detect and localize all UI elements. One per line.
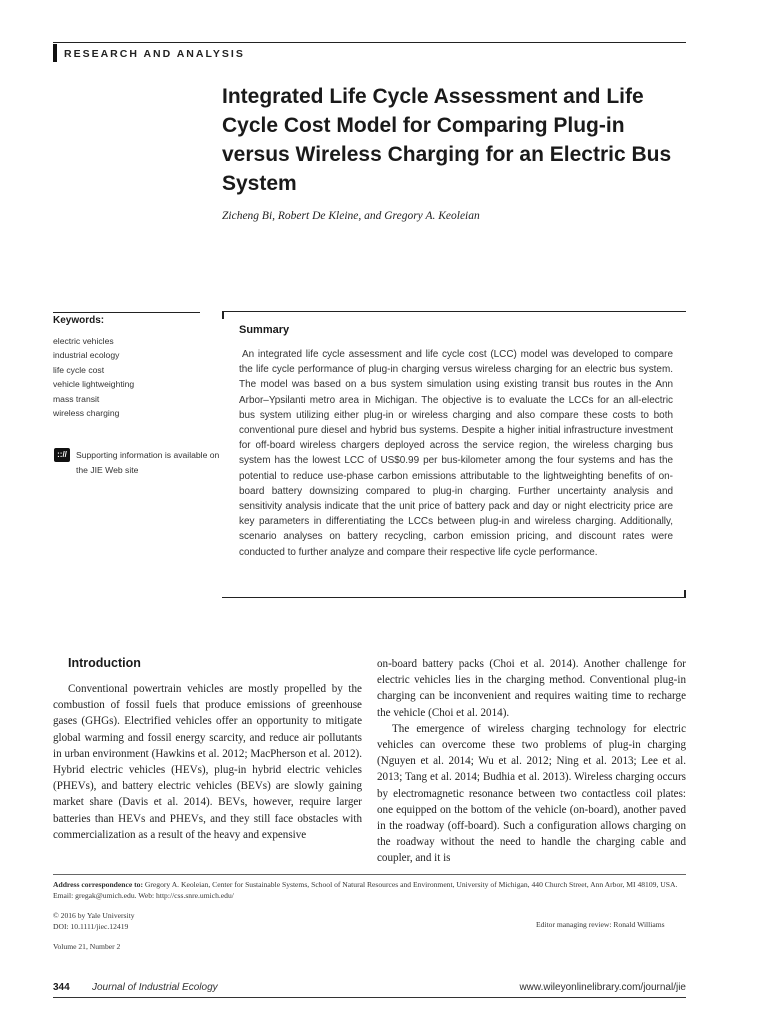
journal-name: Journal of Industrial Ecology [92,982,218,993]
volume-info: Volume 21, Number 2 [53,942,121,951]
supporting-info-text: Supporting information is available on the JIE Web site [76,450,220,475]
header-marker [53,44,57,62]
summary-box-corner [222,311,224,319]
keyword-item: mass transit [53,393,100,404]
intro-paragraph: The emergence of wireless charging technology for electric vehicles can overcome these two problems of plug-in charging (Nguyen et al. 2014; Wu et al. 2012; Ning et al. 2013; Lee et al. 2013; Tang et al. 2014; Budhia et al. 2013). Wireless charging occurs by electromagnetic resonance between two contactless coil plates: one equipped on the bottom of the vehicle (on-board), another paved in the roadway (off-board). Such a configuration allows charging on the roadway without the need to handle the charging cable and coupler, and it is [377,722,686,865]
keywords-list [53,334,134,420]
address-text: Gregory A. Keoleian, Center for Sustainable Systems, School of Natural Resources and Environment, University of Michigan, 440 Church Street, Ann Arbor, MI 48109, USA. Email: gregak@umich.edu. Web: http://css.snre.umich.edu/ [53,880,678,900]
intro-paragraph: on-board battery packs (Choi et al. 2014). Another challenge for electric vehicles lies in the charging method. Conventional plug-in charging can be inconvenient and requires waiting time to recharge the vehicle (Choi et al. 2014). [377,658,686,719]
address-label: Address correspondence to: [53,880,143,889]
correspondence-address [53,879,688,901]
keyword-item: life cycle cost [53,364,105,375]
copyright-block [53,910,135,932]
keywords-rule [53,312,200,313]
bottom-rule [53,997,686,998]
doi[interactable]: DOI: 10.1111/jiec.12419 [53,922,129,931]
footer-rule [53,874,686,875]
introduction-heading: Introduction [68,656,141,670]
page-number: 344 [53,982,70,993]
section-label: RESEARCH AND ANALYSIS [64,48,245,60]
keywords-heading: Keywords: [53,315,105,326]
keyword-item: industrial ecology [53,350,120,361]
article-title: Integrated Life Cycle Assessment and Life Cycle Cost Model for Comparing Plug-in versus Wireless Charging for an Electric Bus System [222,85,672,195]
header-rule [53,42,686,43]
intro-column-2 [377,656,686,867]
summary-box-bottom-rule [222,597,686,598]
keyword-item: wireless charging [53,408,120,419]
copyright: © 2016 by Yale University [53,911,135,920]
intro-column-1: Conventional powertrain vehicles are mostly propelled by the combustion of fossil fuels that produce emissions of greenhouse gases (GHGs). Electrified vehicles offer an opportunity to mitigate global warming and fossil energy scarcity, and reduce air pollutants in urban environment (Hawkins et al. 2012; MacPherson et al. 2012). Hybrid electric vehicles (HEVs), plug-in hybrid electric vehicles (PHEVs), and battery electric vehicles (BEVs) are slowly gaining market share (Davis et al. 2014). BEVs, however, require larger batteries than HEVs and PHEVs, and they still face obstacles with commercialization as a result of the heavy and expensive [53,683,362,841]
summary-heading: Summary [239,324,290,336]
summary-box-top-rule [222,311,686,312]
editor-note: Editor managing review: Ronald Williams [536,920,665,929]
summary-body: An integrated life cycle assessment and life cycle cost (LCC) model was developed to compare the life cycle performance of plug-in charging versus wireless charging for an electric bus system. The model was based on a bus system simulation using existing transit bus routes in the Ann Arbor–Ypsilanti metro area in Michigan. The objective is to evaluate the LCCs for an all-electric bus system utilizing either plug-in or wireless charging and also compare these costs to both conventional pure diesel and hybrid bus systems. Despite a higher initial infrastructure investment for off-board wireless chargers deployed across the service region, the wireless charging bus system has the lowest LCC of US$0.99 per bus-kilometer among the four systems and has the potential to reduce use-phase carbon emissions attributable to the lightweighting benefits of on-board battery downsizing compared to plug-in charging. Further uncertainty analysis and sensitivity analysis indicate that the unit price of battery pack and day or night electricity price are key parameters in differentiating the LCCs between plug-in and wireless charging. Additionally, scenario analyses on battery recycling, carbon emission pricing, and discount rates were conducted to further analyze and compare their respective life cycle performance. [239,349,673,558]
keyword-item: electric vehicles [53,336,114,346]
summary-box-corner [684,590,686,598]
journal-url[interactable]: www.wileyonlinelibrary.com/journal/jie [519,982,686,993]
keyword-item: vehicle lightweighting [53,379,135,390]
article-authors: Zicheng Bi, Robert De Kleine, and Gregory A. Keoleian [222,210,480,222]
supporting-info-icon[interactable]: ::// [54,448,70,462]
